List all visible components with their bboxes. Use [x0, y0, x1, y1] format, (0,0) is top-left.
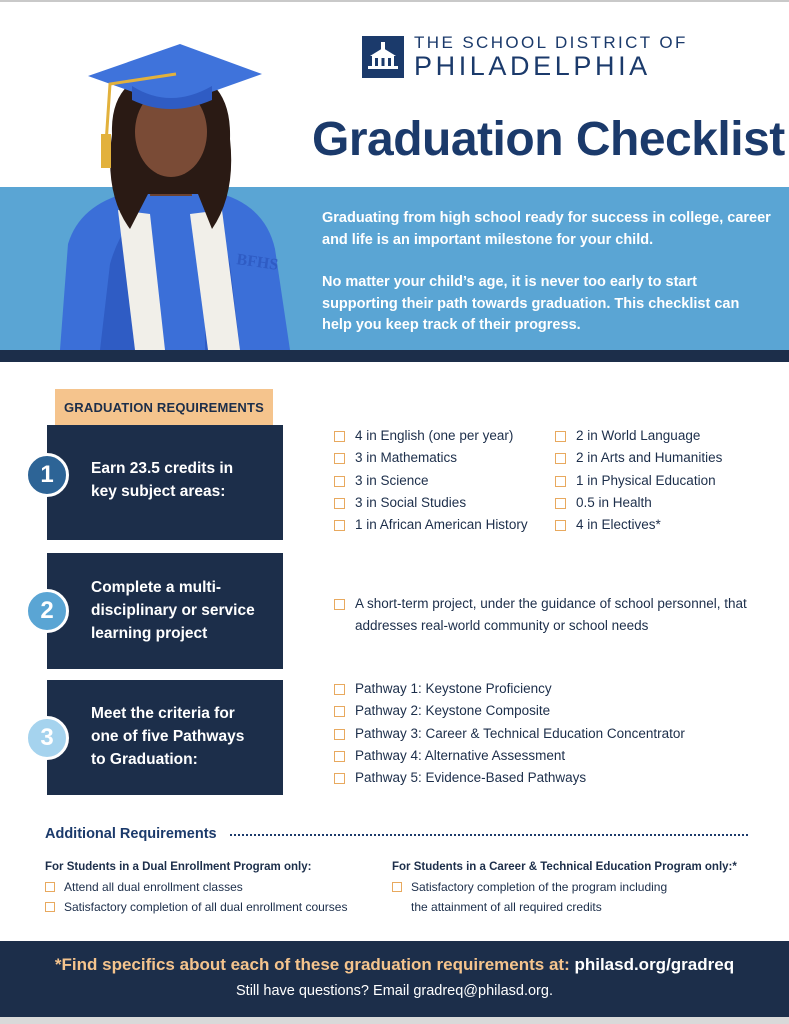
checkbox-icon[interactable]	[334, 684, 345, 695]
footer-specifics	[0, 955, 789, 975]
step-3-number: 3	[25, 716, 69, 760]
checklist-item[interactable]: Pathway 1: Keystone Proficiency	[334, 678, 685, 700]
checklist-item[interactable]: Pathway 4: Alternative Assessment	[334, 745, 685, 767]
intro-text	[322, 208, 772, 337]
checkbox-icon[interactable]	[334, 599, 345, 610]
checkbox-icon[interactable]	[555, 498, 566, 509]
checkbox-icon[interactable]	[334, 729, 345, 740]
checklist-item[interactable]: Pathway 5: Evidence-Based Pathways	[334, 767, 685, 789]
sash-letters: BFHS	[235, 251, 280, 274]
logo-line-2: PHILADELPHIA	[414, 51, 651, 81]
logo-line-1: THE SCHOOL DISTRICT OF	[414, 33, 688, 52]
intro-paragraph-2: No matter your child’s age, it is never too early to start supporting their path towards graduation. This checklist can help you keep track of their progress.	[322, 274, 740, 333]
top-border	[0, 0, 789, 2]
checklist-item[interactable]: Satisfactory completion of the program including	[392, 877, 667, 897]
step-1-number: 1	[25, 453, 69, 497]
checkbox-icon[interactable]	[334, 706, 345, 717]
checklist-item[interactable]: A short-term project, under the guidance of school personnel, that addresses real-world community or school needs	[334, 593, 754, 638]
dotted-divider	[230, 834, 748, 836]
checkbox-icon[interactable]	[334, 431, 345, 442]
dual-enrollment-items	[45, 877, 347, 917]
checkbox-icon[interactable]	[334, 498, 345, 509]
checklist-item[interactable]: 1 in African American History	[334, 514, 528, 536]
step-2-label: Complete a multi-disciplinary or service learning project	[91, 579, 255, 642]
footer-specifics-text: *Find specifics about each of these graduation requirements at:	[54, 955, 575, 974]
checkbox-icon[interactable]	[334, 453, 345, 464]
intro-paragraph-1: Graduating from high school ready for success in college, career and life is an important milestone for your child.	[322, 210, 771, 248]
dual-enrollment-heading: For Students in a Dual Enrollment Program only:	[45, 861, 312, 873]
checkbox-icon[interactable]	[555, 520, 566, 531]
checklist-item[interactable]: 3 in Mathematics	[334, 447, 528, 469]
step-2-number: 2	[25, 589, 69, 633]
checkbox-icon[interactable]	[334, 476, 345, 487]
additional-requirements-title: Additional Requirements	[45, 826, 217, 842]
page-title: Graduation Checklist	[312, 113, 785, 166]
step-2-items	[334, 593, 754, 638]
checkbox-icon[interactable]	[334, 751, 345, 762]
step-3-label: Meet the criteria for one of five Pathways to Graduation:	[91, 705, 245, 768]
intro-band-bottom-stripe	[0, 350, 789, 362]
footer-contact: Still have questions? Email gradreq@philasd.org.	[236, 983, 553, 999]
checklist-item[interactable]: 2 in World Language	[555, 425, 722, 447]
checklist-item[interactable]: 3 in Social Studies	[334, 492, 528, 514]
cte-items	[392, 877, 667, 917]
checklist-item[interactable]: Pathway 2: Keystone Composite	[334, 700, 685, 722]
checklist-item[interactable]: 2 in Arts and Humanities	[555, 447, 722, 469]
checkbox-icon[interactable]	[555, 476, 566, 487]
checkbox-icon[interactable]	[45, 882, 55, 892]
checklist-item[interactable]: 4 in English (one per year)	[334, 425, 528, 447]
checklist-item[interactable]: 4 in Electives*	[555, 514, 722, 536]
checkbox-icon[interactable]	[334, 773, 345, 784]
checklist-item[interactable]: Pathway 3: Career & Technical Education Concentrator	[334, 723, 685, 745]
checkbox-icon[interactable]	[45, 902, 55, 912]
step-2-box	[40, 553, 283, 669]
gradreq-link[interactable]: philasd.org/gradreq	[574, 955, 735, 974]
building-icon	[362, 36, 404, 78]
cte-heading: For Students in a Career & Technical Education Program only:*	[392, 861, 737, 873]
checklist-item-continued: the attainment of all required credits	[411, 900, 602, 914]
checkbox-icon[interactable]	[392, 882, 402, 892]
district-logo	[362, 33, 688, 81]
step-1-label: Earn 23.5 credits in key subject areas:	[91, 460, 234, 500]
checkbox-icon[interactable]	[555, 453, 566, 464]
requirements-tab: GRADUATION REQUIREMENTS	[55, 389, 273, 425]
checklist-item[interactable]: 1 in Physical Education	[555, 470, 722, 492]
step-1-items-right	[555, 425, 722, 536]
checklist-item[interactable]: Attend all dual enrollment classes	[45, 877, 347, 897]
footer-band	[0, 941, 789, 1017]
checklist-item[interactable]: 0.5 in Health	[555, 492, 722, 514]
step-3-items	[334, 678, 685, 789]
checkbox-icon[interactable]	[555, 431, 566, 442]
checkbox-icon[interactable]	[334, 520, 345, 531]
graduate-photo	[40, 14, 302, 350]
step-1-items-left	[334, 425, 528, 536]
step-1-box	[40, 425, 283, 540]
step-3-box	[40, 680, 283, 795]
checklist-item[interactable]: 3 in Science	[334, 470, 528, 492]
bottom-border	[0, 1017, 789, 1024]
checklist-item[interactable]: Satisfactory completion of all dual enrollment courses	[45, 897, 347, 917]
